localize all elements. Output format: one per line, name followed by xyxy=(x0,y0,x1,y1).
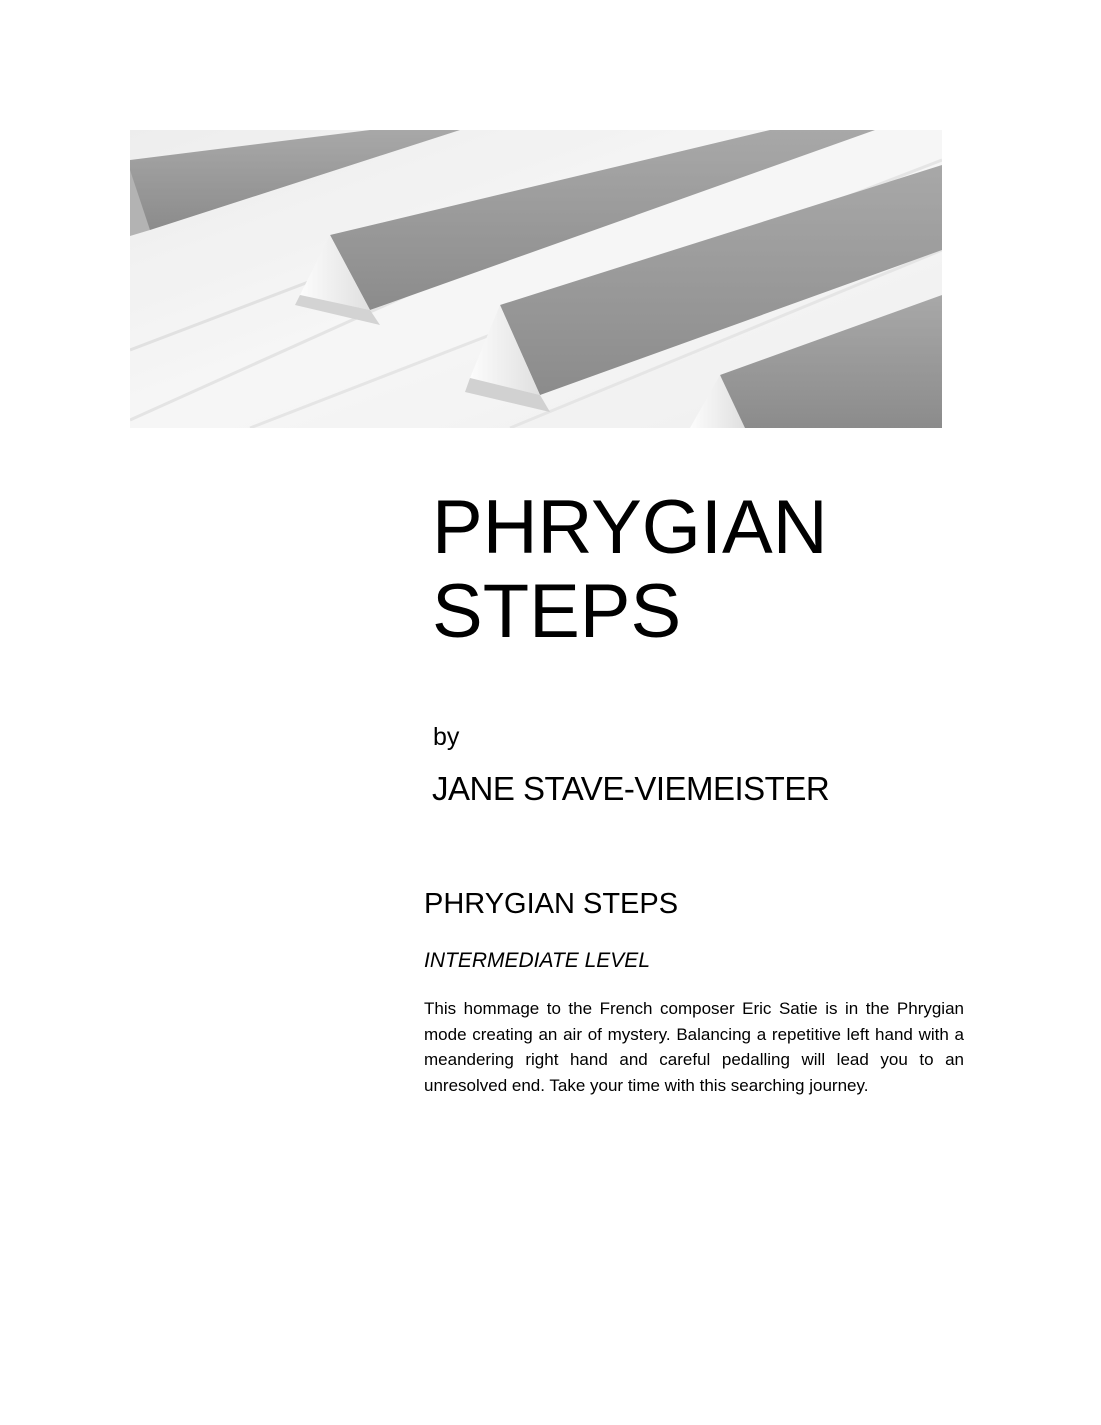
cover-title-line-2: STEPS xyxy=(432,569,682,654)
cover-title xyxy=(432,486,992,654)
difficulty-level: INTERMEDIATE LEVEL xyxy=(424,949,650,972)
by-label: by xyxy=(433,723,460,751)
cover-title-line-1: PHRYGIAN xyxy=(432,485,828,570)
piece-title: PHRYGIAN STEPS xyxy=(424,888,679,920)
author-name: JANE STAVE-VIEMEISTER xyxy=(432,770,830,807)
piece-description: This hommage to the French composer Eric Satie is in the Phrygian mode creating an air of mystery. Balancing a repetitive left hand with a meandering right hand and careful pedalling will lead you to an unresolved end. Take your time with this searching journey. xyxy=(424,999,964,1095)
piano-keys-image xyxy=(130,130,942,428)
